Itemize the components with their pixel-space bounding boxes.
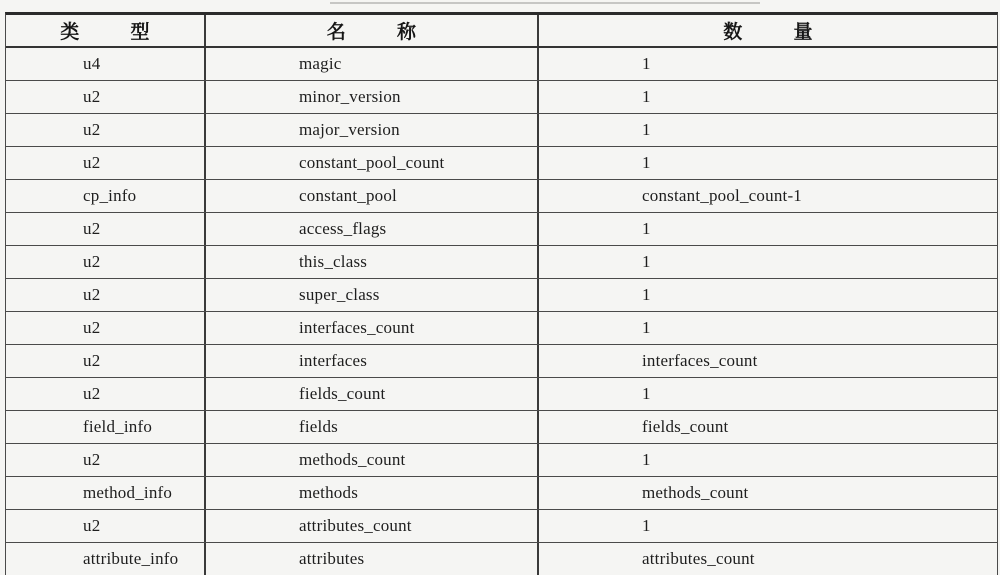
cell-name: methods_count: [206, 444, 539, 476]
cell-name: constant_pool: [206, 180, 539, 212]
cell-name: access_flags: [206, 213, 539, 245]
class-file-format-table: [5, 12, 998, 575]
table-row: [6, 80, 997, 113]
cell-type: u2: [6, 279, 206, 311]
cell-name: methods: [206, 477, 539, 509]
cell-type: u2: [6, 312, 206, 344]
cell-count: 1: [642, 120, 651, 139]
table-row: [6, 542, 997, 575]
cell-count: 1: [642, 384, 651, 403]
cell-count: fields_count: [642, 417, 729, 436]
table-row: [6, 245, 997, 278]
cell-name: this_class: [206, 246, 539, 278]
cell-type: u2: [6, 378, 206, 410]
cell-type: field_info: [6, 411, 206, 443]
table-row: [6, 113, 997, 146]
table-row: [6, 212, 997, 245]
cell-type: u2: [6, 510, 206, 542]
cell-type: u2: [6, 246, 206, 278]
table-header-row: [6, 15, 997, 48]
table-row: [6, 443, 997, 476]
cell-count: 1: [642, 285, 651, 304]
cell-type: u2: [6, 81, 206, 113]
cell-count: constant_pool_count-1: [642, 186, 803, 205]
cell-name: interfaces_count: [206, 312, 539, 344]
cell-name: major_version: [206, 114, 539, 146]
cell-name: fields: [206, 411, 539, 443]
table-row: [6, 146, 997, 179]
cell-name: attributes: [206, 543, 539, 575]
table-row: [6, 344, 997, 377]
cell-name: constant_pool_count: [206, 147, 539, 179]
cell-count: 1: [642, 516, 651, 535]
column-header-name: 名 称: [206, 15, 539, 46]
cell-count: methods_count: [642, 483, 749, 502]
table-row: [6, 509, 997, 542]
cell-count: 1: [642, 219, 651, 238]
cell-name: interfaces: [206, 345, 539, 377]
cell-count: 1: [642, 87, 651, 106]
table-row: [6, 377, 997, 410]
table-row: [6, 476, 997, 509]
table-row: [6, 410, 997, 443]
cell-count: interfaces_count: [642, 351, 758, 370]
cell-count: 1: [642, 318, 651, 337]
cell-type: u2: [6, 213, 206, 245]
cell-type: cp_info: [6, 180, 206, 212]
cell-count: 1: [642, 153, 651, 172]
cell-type: u2: [6, 114, 206, 146]
column-header-type: 类 型: [6, 15, 206, 46]
cell-name: super_class: [206, 279, 539, 311]
cell-count: 1: [642, 252, 651, 271]
cell-type: method_info: [6, 477, 206, 509]
table-row: [6, 48, 997, 80]
column-header-count: 数 量: [723, 22, 813, 43]
cell-name: magic: [206, 48, 539, 80]
cell-name: minor_version: [206, 81, 539, 113]
cell-type: u2: [6, 444, 206, 476]
cell-type: u4: [6, 48, 206, 80]
cell-type: u2: [6, 147, 206, 179]
cell-type: u2: [6, 345, 206, 377]
table-row: [6, 311, 997, 344]
cell-name: fields_count: [206, 378, 539, 410]
table-row: [6, 179, 997, 212]
cell-name: attributes_count: [206, 510, 539, 542]
cell-count: attributes_count: [642, 549, 755, 568]
table-row: [6, 278, 997, 311]
cell-count: 1: [642, 450, 651, 469]
cell-count: 1: [642, 54, 651, 73]
scan-artifact-line: [330, 2, 760, 4]
cell-type: attribute_info: [6, 543, 206, 575]
